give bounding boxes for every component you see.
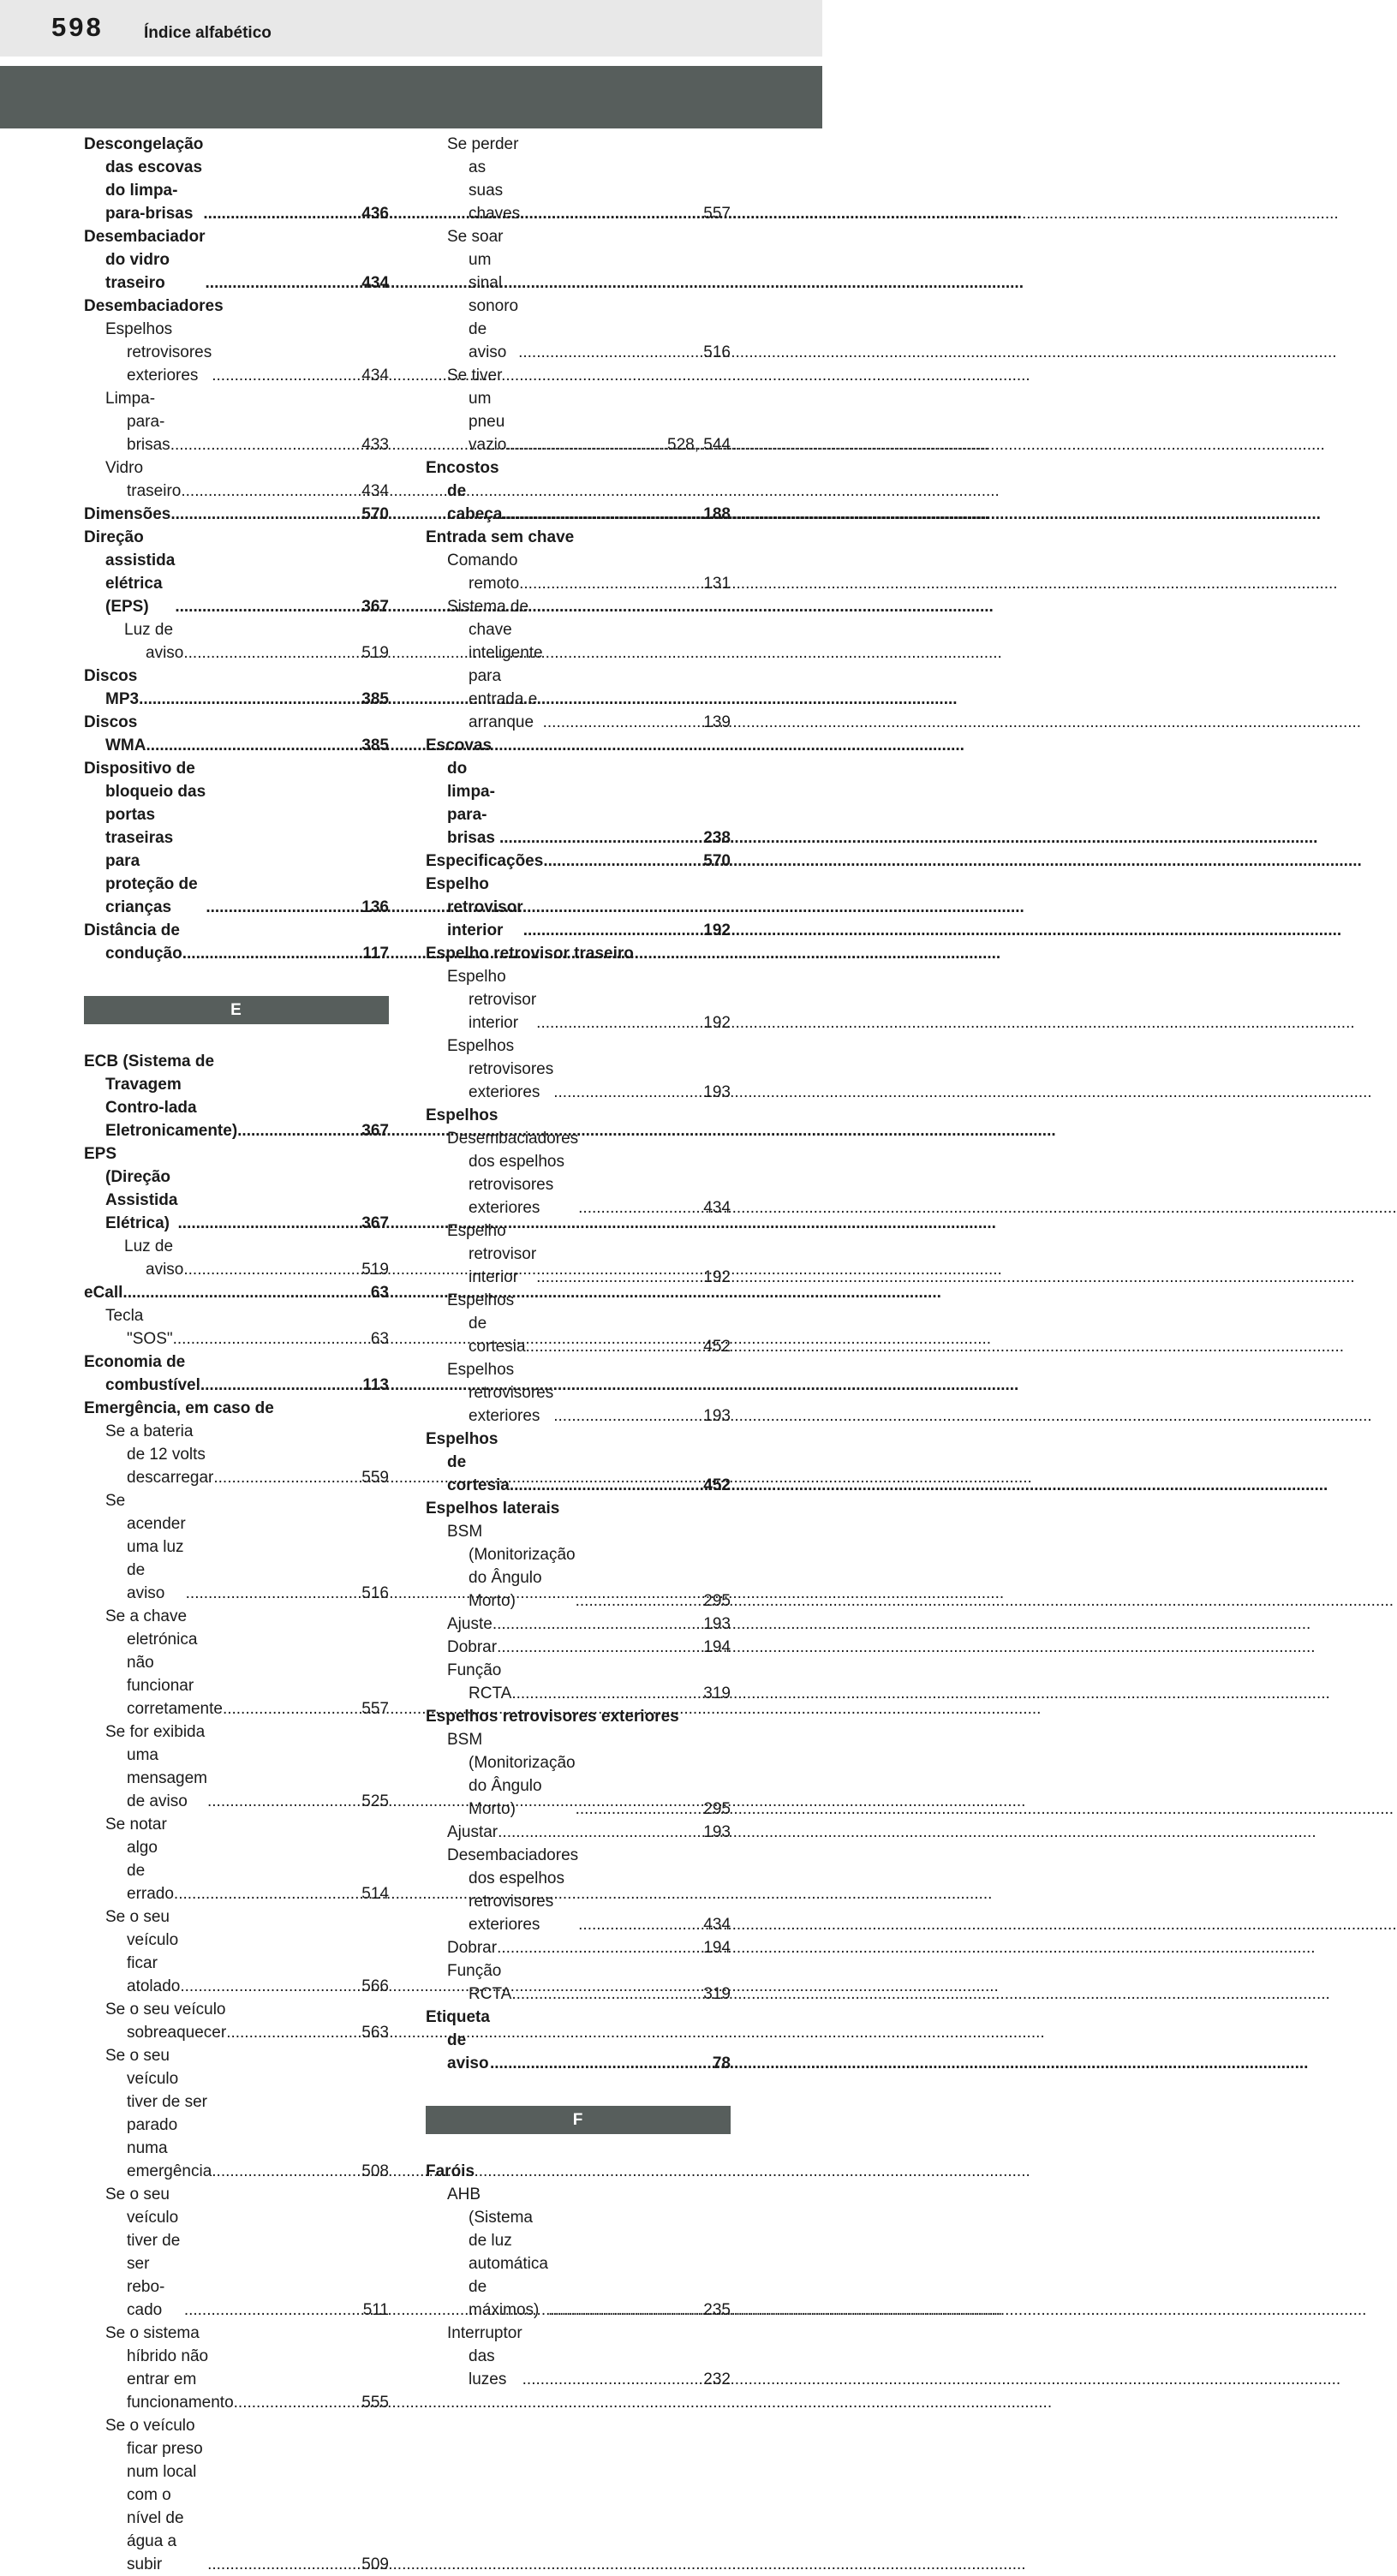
index-subentry <box>426 1636 731 1659</box>
entry-page-number: 193 <box>703 1823 731 1841</box>
entry-text: Especificações <box>426 852 544 870</box>
entry-page-number: 194 <box>703 1638 731 1656</box>
index-subentry <box>426 364 731 456</box>
index-subentry <box>426 2322 731 2391</box>
entry-page-number: 193 <box>703 1083 731 1101</box>
dot-leader <box>519 572 703 595</box>
entry-text: Sistema de chave inteligente para entrada e arranque <box>447 598 543 731</box>
index-column-left <box>84 133 389 2576</box>
entry-page-number: 319 <box>703 1685 731 1702</box>
entry-text: Espelho retrovisor traseiro <box>426 945 634 963</box>
entry-text: Se for exibida uma mensagem de aviso <box>105 1723 207 1810</box>
index-subentry <box>84 318 389 387</box>
index-entry <box>84 526 389 618</box>
entry-text: Espelho retrovisor interior <box>426 875 523 939</box>
entry-text: Discos WMA <box>84 713 146 754</box>
dot-leader <box>543 711 704 734</box>
entry-text: eCall <box>84 1284 123 1302</box>
entry-page-number: 434 <box>703 1916 731 1934</box>
entry-page-number: 385 <box>361 690 389 708</box>
index-entry <box>84 757 389 919</box>
dot-leader <box>502 503 703 526</box>
dot-leader <box>203 202 361 225</box>
index-subentry <box>426 133 731 225</box>
index-entry <box>426 456 731 526</box>
dot-leader <box>200 1374 362 1397</box>
dot-leader <box>212 2160 361 2183</box>
entry-text: Espelhos laterais <box>426 1500 560 1518</box>
entry-page-number: 452 <box>703 1338 731 1356</box>
index-entry <box>426 526 731 549</box>
entry-text: Se soar um sinal sonoro de aviso <box>447 228 519 361</box>
index-subentry <box>84 1489 389 1605</box>
entry-page-number: 508 <box>361 2162 389 2180</box>
index-subentry <box>426 225 731 364</box>
entry-text: EPS (Direção Assistida Elétrica) <box>84 1145 178 1232</box>
index-entry <box>84 711 389 757</box>
entry-page-number: 235 <box>703 2301 731 2319</box>
header-band <box>0 66 822 128</box>
dot-leader <box>497 1636 703 1659</box>
dot-leader <box>183 641 361 665</box>
entry-text: Vidro traseiro <box>105 459 182 500</box>
entry-page-number: 511 <box>362 2301 389 2319</box>
page-header <box>0 0 822 57</box>
entry-text: Se a chave eletrónica não funcionar corretamente <box>105 1607 223 1718</box>
index-subentry <box>84 1235 389 1281</box>
entry-text: Dobrar <box>447 1638 498 1656</box>
entry-text: Faróis <box>426 2162 475 2180</box>
entry-page-number: 434 <box>361 482 389 500</box>
entry-page-number: 63 <box>370 1330 389 1348</box>
dot-leader <box>206 271 362 295</box>
entry-text: Se o sistema híbrido não entrar em funcionamento <box>105 2324 234 2412</box>
entry-text: Encostos de cabeça <box>426 459 503 523</box>
entry-text: Tecla "SOS" <box>105 1307 173 1348</box>
index-subentry <box>426 1844 731 1936</box>
dot-leader <box>184 2299 363 2322</box>
index-subentry <box>426 1219 731 1289</box>
dot-leader <box>170 433 362 456</box>
entry-text: Etiqueta de aviso <box>426 2008 490 2072</box>
entry-page-number: 193 <box>703 1407 731 1425</box>
entry-page-number: 139 <box>703 713 731 731</box>
index-subentry <box>426 1936 731 1959</box>
dot-leader <box>173 1327 371 1351</box>
entry-text: Espelhos de cortesia <box>447 1291 526 1356</box>
entry-text: Direção assistida elétrica (EPS) <box>84 528 176 616</box>
entry-page-number: 566 <box>361 1977 389 1995</box>
index-subentry <box>84 2414 389 2576</box>
entry-page-number: 192 <box>703 921 731 939</box>
entry-text: Ajustar <box>447 1823 499 1841</box>
dot-leader <box>499 826 703 850</box>
index-entry <box>426 734 731 850</box>
index-column-right <box>426 133 731 2391</box>
entry-page-number: 367 <box>361 1122 389 1140</box>
entry-text: Se acender uma luz de aviso <box>105 1492 186 1602</box>
dot-leader <box>526 1335 704 1358</box>
dot-leader <box>170 503 361 526</box>
entry-page-number: 516 <box>703 343 731 361</box>
dot-leader <box>510 1474 703 1497</box>
index-entry <box>84 503 389 526</box>
entry-page-number: 295 <box>703 1592 731 1610</box>
entry-page-number: 509 <box>361 2555 389 2573</box>
entry-page-number: 78 <box>712 2054 731 2072</box>
index-subentry <box>426 1728 731 1821</box>
entry-text: Entrada sem chave <box>426 528 575 546</box>
index-entry <box>84 1142 389 1235</box>
section-letter-heading: E <box>84 996 389 1024</box>
index-entry <box>426 850 731 873</box>
dot-leader <box>234 2391 362 2414</box>
index-entry <box>426 1497 731 1520</box>
dot-leader <box>548 2299 703 2322</box>
dot-leader <box>511 1983 703 2006</box>
dot-leader <box>182 942 363 965</box>
entry-text: BSM (Monitorização do Ângulo Morto) <box>447 1523 576 1610</box>
entry-page-number: 117 <box>362 945 389 963</box>
entry-page-number: 563 <box>361 2024 389 2042</box>
dot-leader <box>518 341 703 364</box>
entry-page-number: 295 <box>703 1800 731 1818</box>
dot-leader <box>497 1936 703 1959</box>
entry-text: Interruptor das luzes <box>447 2324 522 2388</box>
entry-page-number: 434 <box>361 367 389 385</box>
dot-leader <box>506 433 667 456</box>
entry-page-number: 519 <box>361 1261 389 1279</box>
index-subentry <box>84 2044 389 2183</box>
entry-text: Dimensões <box>84 505 171 523</box>
dot-leader <box>522 2368 704 2391</box>
index-subentry <box>426 1289 731 1358</box>
entry-text: Emergência, em caso de <box>84 1399 274 1417</box>
entry-page-number: 452 <box>703 1476 731 1494</box>
entry-text: Se perder as suas chaves <box>447 135 521 223</box>
entry-page-number: 188 <box>703 505 731 523</box>
entry-page-number: 516 <box>361 1584 389 1602</box>
dot-leader <box>553 1081 703 1104</box>
entry-text: Comando remoto <box>447 552 520 593</box>
entry-text: Espelhos retrovisores exteriores <box>426 1708 679 1726</box>
entry-page-number: 367 <box>361 598 389 616</box>
index-entry <box>426 2160 731 2183</box>
dot-leader <box>578 1913 703 1936</box>
index-entry <box>84 665 389 711</box>
entry-page-number: 525 <box>361 1792 389 1810</box>
index-subentry <box>84 1304 389 1351</box>
entry-text: Desembaciadores dos espelhos retrovisores exteriores <box>447 1846 579 1934</box>
index-entry <box>426 873 731 942</box>
index-entry <box>84 133 389 225</box>
entry-page-number: 557 <box>361 1700 389 1718</box>
index-entry <box>84 1397 389 1420</box>
index-subentry <box>84 1813 389 1905</box>
entry-text: Espelhos de cortesia <box>426 1430 510 1494</box>
dot-leader <box>536 1011 703 1035</box>
entry-page-number: 557 <box>703 205 731 223</box>
index-entry <box>84 1050 389 1142</box>
index-subentry <box>84 1905 389 1998</box>
dot-leader <box>177 1212 361 1235</box>
dot-leader <box>523 919 704 942</box>
dot-leader <box>181 480 361 503</box>
dot-leader <box>212 364 361 387</box>
entry-page-number: 436 <box>361 205 389 223</box>
entry-page-number: 570 <box>361 505 389 523</box>
index-subentry <box>426 595 731 734</box>
index-entry <box>84 919 389 965</box>
entry-text: Discos MP3 <box>84 667 140 708</box>
entry-text: Se o seu veículo tiver de ser rebo-cado <box>105 2185 181 2319</box>
index-subentry <box>426 1035 731 1104</box>
entry-page-number: 367 <box>361 1214 389 1232</box>
dot-leader <box>207 2553 361 2576</box>
entry-text: Distância de condução <box>84 921 182 963</box>
entry-text: Se notar algo de errado <box>105 1816 174 1903</box>
index-subentry <box>84 1720 389 1813</box>
page-title: Índice alfabético <box>144 24 272 42</box>
entry-text: Se tiver um pneu vazio <box>447 367 507 454</box>
entry-text: Espelho retrovisor interior <box>447 1222 537 1286</box>
entry-page-number: 385 <box>361 736 389 754</box>
entry-page-number: 555 <box>361 2394 389 2412</box>
entry-text: Espelhos retrovisores exteriores <box>105 320 212 385</box>
entry-page-number: 434 <box>703 1199 731 1217</box>
entry-text: ECB (Sistema de Travagem Contro-lada Eletronicamente) <box>84 1052 238 1140</box>
dot-leader <box>122 1281 370 1304</box>
dot-leader <box>180 1975 361 1998</box>
dot-leader <box>213 1466 361 1489</box>
dot-leader <box>511 1682 703 1705</box>
entry-page-number: 319 <box>703 1985 731 2003</box>
entry-text: BSM (Monitorização do Ângulo Morto) <box>447 1731 576 1818</box>
entry-text: Espelhos <box>426 1106 499 1124</box>
entry-text: Espelhos retrovisores exteriores <box>447 1037 554 1101</box>
index-entry <box>84 1281 389 1304</box>
entry-text: Se a bateria de 12 volts descarregar <box>105 1422 214 1487</box>
entry-page-number: 194 <box>703 1939 731 1957</box>
entry-text: Se o seu veículo tiver de ser parado numa emergência <box>105 2047 212 2180</box>
index-entry <box>426 942 731 965</box>
dot-leader <box>493 1613 703 1636</box>
index-subentry <box>426 1358 731 1428</box>
index-subentry <box>426 2183 731 2322</box>
entry-text: Função RCTA <box>447 1661 512 1702</box>
index-subentry <box>426 1659 731 1705</box>
entry-text: Limpa-para-brisas <box>105 390 170 454</box>
entry-page-number: 519 <box>361 644 389 662</box>
dot-leader <box>139 688 361 711</box>
index-subentry <box>426 1959 731 2006</box>
entry-page-number: 193 <box>703 1615 731 1633</box>
entry-page-number: 136 <box>361 898 389 916</box>
entry-page-number: 113 <box>362 1376 389 1394</box>
dot-leader <box>498 1821 703 1844</box>
dot-leader <box>578 1196 703 1219</box>
index-subentry <box>426 1613 731 1636</box>
entry-text: Luz de aviso <box>124 1237 184 1279</box>
entry-text: Espelhos retrovisores exteriores <box>447 1361 554 1425</box>
index-subentry <box>84 1420 389 1489</box>
entry-page-number: 528, 544 <box>667 436 731 454</box>
dot-leader <box>576 1798 704 1821</box>
section-letter-heading: F <box>426 2106 731 2134</box>
entry-page-number: 238 <box>703 829 731 847</box>
dot-leader <box>553 1404 703 1428</box>
dot-leader <box>223 1697 361 1720</box>
entry-text: Se o veículo ficar preso num local com o nível de água a subir <box>105 2417 203 2573</box>
index-subentry <box>84 1605 389 1720</box>
index-subentry <box>84 456 389 503</box>
dot-leader <box>207 1790 361 1813</box>
entry-text: Desembaciadores <box>84 297 224 315</box>
entry-text: Descongelação das escovas do limpa-para-brisas <box>84 135 204 223</box>
index-entry <box>426 1705 731 1728</box>
entry-page-number: 434 <box>361 274 389 292</box>
entry-text: Economia de combustível <box>84 1353 200 1394</box>
entry-text: Dobrar <box>447 1939 498 1957</box>
entry-page-number: 192 <box>703 1268 731 1286</box>
index-entry <box>426 1428 731 1497</box>
entry-text: Desembaciadores dos espelhos retrovisores exteriores <box>447 1130 579 1217</box>
entry-text: Luz de aviso <box>124 621 184 662</box>
entry-text: Se o seu veículo ficar atolado <box>105 1908 181 1995</box>
dot-leader <box>576 1589 704 1613</box>
dot-leader <box>174 1882 361 1905</box>
dot-leader <box>543 850 703 873</box>
index-entry <box>84 225 389 295</box>
dot-leader <box>183 1258 361 1281</box>
entry-text: Desembaciador do vidro traseiro <box>84 228 206 292</box>
dot-leader <box>175 595 361 618</box>
dot-leader <box>536 1266 703 1289</box>
entry-page-number: 559 <box>361 1469 389 1487</box>
dot-leader <box>520 202 703 225</box>
index-subentry <box>426 1821 731 1844</box>
index-entry <box>84 1351 389 1397</box>
entry-text: Espelho retrovisor interior <box>447 968 537 1032</box>
index-subentry <box>84 2322 389 2414</box>
entry-page-number: 192 <box>703 1014 731 1032</box>
page-number: 598 <box>51 12 104 42</box>
entry-text: Função RCTA <box>447 1962 512 2003</box>
dot-leader <box>146 734 361 757</box>
entry-text: Ajuste <box>447 1615 493 1633</box>
dot-leader <box>186 1582 362 1605</box>
index-subentry <box>426 1127 731 1219</box>
index-entry <box>426 1104 731 1127</box>
index-entry <box>84 295 389 318</box>
entry-page-number: 131 <box>703 575 731 593</box>
index-subentry <box>84 2183 389 2322</box>
entry-page-number: 570 <box>703 852 731 870</box>
index-subentry <box>84 618 389 665</box>
index-subentry <box>84 387 389 456</box>
entry-text: Escovas do limpa-para-brisas <box>426 736 495 847</box>
index-subentry <box>426 965 731 1035</box>
dot-leader <box>226 2021 361 2044</box>
dot-leader <box>490 2052 713 2075</box>
index-subentry <box>426 549 731 595</box>
index-entry <box>426 2006 731 2075</box>
entry-text: Se o seu veículo sobreaquecer <box>105 2001 227 2042</box>
entry-page-number: 433 <box>361 436 389 454</box>
entry-text: AHB (Sistema de luz automática de máximos) <box>447 2185 548 2319</box>
dot-leader <box>237 1119 361 1142</box>
index-subentry <box>84 1998 389 2044</box>
entry-page-number: 514 <box>361 1885 389 1903</box>
dot-leader <box>206 896 361 919</box>
entry-page-number: 63 <box>370 1284 389 1302</box>
entry-text: Dispositivo de bloqueio das portas traseiras para proteção de crianças <box>84 760 206 916</box>
index-subentry <box>426 1520 731 1613</box>
entry-page-number: 232 <box>703 2370 731 2388</box>
